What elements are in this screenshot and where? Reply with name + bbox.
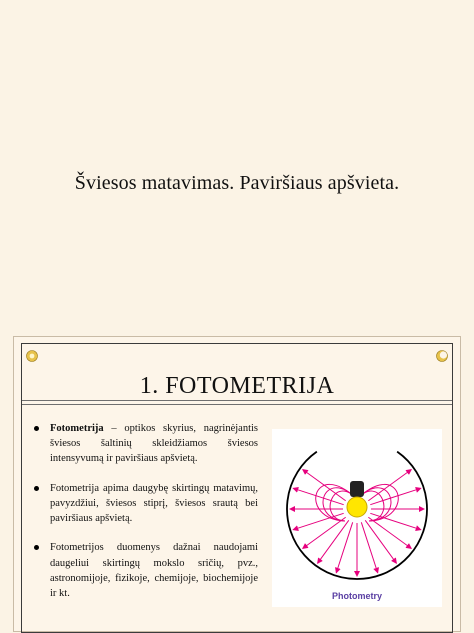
slide-title: Šviesos matavimas. Paviršiaus apšvieta. [74,172,400,194]
section-title: 1. FOTOMETRIJA [139,373,335,399]
photometry-figure [272,429,442,607]
list-item [34,421,258,467]
light-ray [293,488,343,504]
title-divider [22,400,452,401]
bullet-text: Fotometrija apima daugybę skirtingų matavimų, pavyzdžiui, šviesos stiprį, šviesos srautą bei paviršiaus apšvietą. [50,482,258,525]
bullet-text: – optikos skyrius, nagrinėjantis šviesos šaltinių skleidžiamos šviesos intensyvumą ir paviršiaus apšvietą. [50,423,258,465]
light-ray [370,488,420,504]
light-ray [293,513,343,529]
light-ray [336,522,352,572]
light-bulb-icon [347,481,367,517]
list-item [34,540,258,601]
title-divider [22,404,452,405]
bullet-list [34,421,258,615]
sun-ornament-icon [26,350,38,362]
term-bold: Fotometrija [50,423,104,434]
list-item [34,481,258,527]
bullet-text: Fotometrijos duomenys dažnai naudojami daugeliui skirtingų mokslo sričių, pvz., astronomijoje, fizikoje, chemijoje, biochemijoje ir kt. [50,542,258,599]
light-ray [361,522,377,572]
figure-caption: Photometry [331,591,382,601]
light-ray [370,513,420,529]
moon-ornament-icon [436,350,448,362]
light-field-diagram [272,429,442,589]
content-slide [13,336,461,632]
